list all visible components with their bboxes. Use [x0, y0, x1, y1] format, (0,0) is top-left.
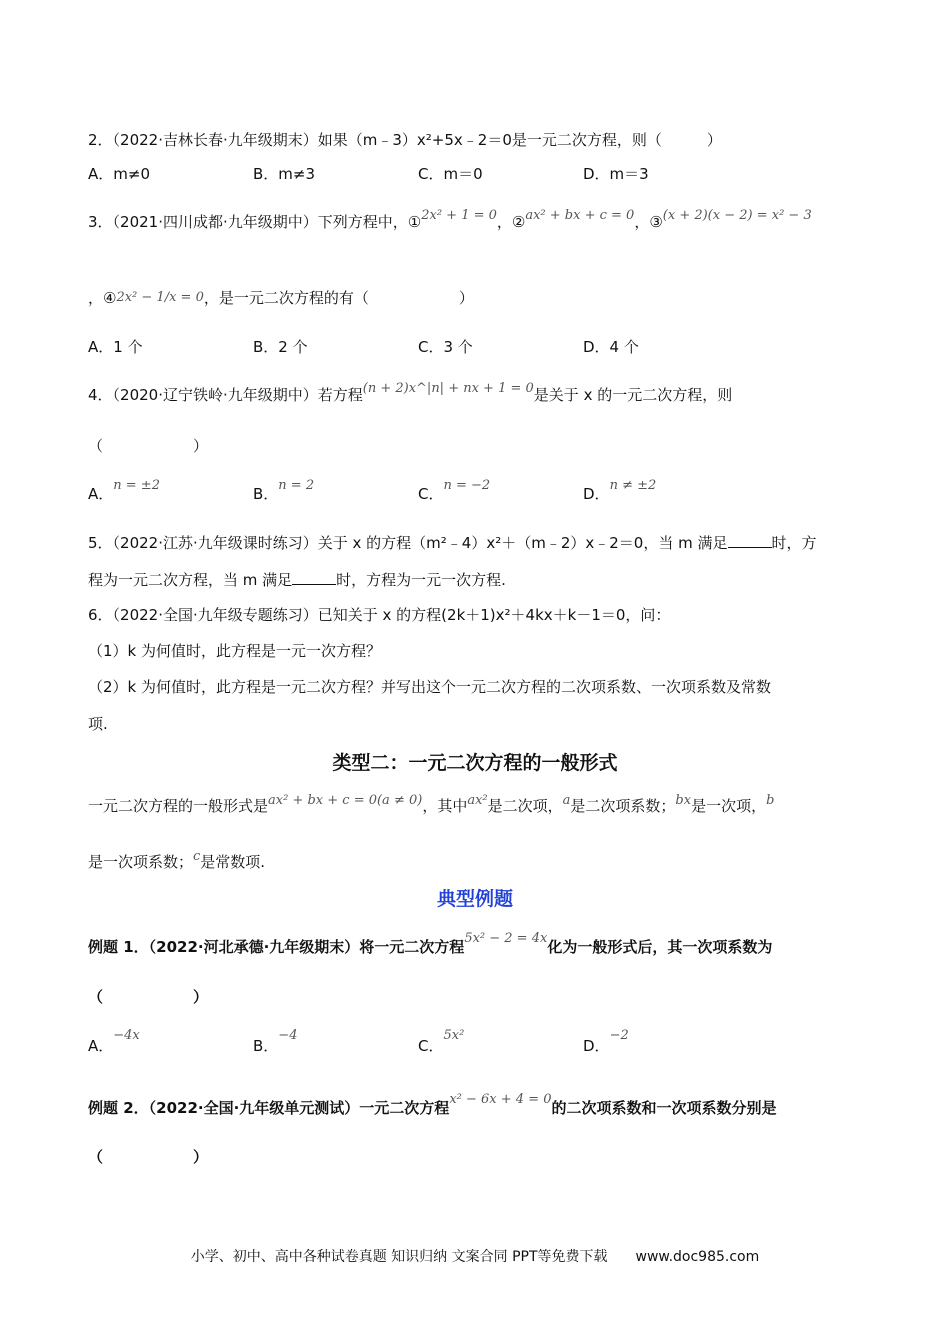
- ex1-option-b-letter: B．: [253, 1037, 279, 1055]
- ex1-option-a: [88, 1028, 140, 1058]
- q4-option-c-letter: C．: [418, 485, 444, 503]
- q5-line2-prefix: 程为一元二次方程，当 m 满足: [88, 571, 293, 589]
- ex1-option-c-letter: C．: [418, 1037, 444, 1055]
- s2-l2-a: 是一次项系数；: [88, 853, 194, 871]
- q4-num: 4．: [88, 386, 113, 404]
- examples-title: 典型例题: [436, 888, 513, 910]
- question-3-line2: [88, 288, 474, 310]
- q4-paren: （ ）: [88, 437, 209, 455]
- q2-option-b: B．m≠3: [253, 165, 316, 183]
- q4-option-b-formula: n = 2: [278, 478, 315, 493]
- q3-line2-suffix: ，是一元二次方程的有（ ）: [203, 289, 474, 307]
- q3-sep3: ，③: [634, 213, 663, 231]
- footer-text: 小学、初中、高中各种试卷真题 知识归纳 文案合同 PPT等免费下载: [190, 1249, 608, 1265]
- example-1: [88, 931, 773, 959]
- q5-blank-1[interactable]: [728, 533, 772, 548]
- ex2-eq: x² − 6x + 4 = 0: [449, 1092, 552, 1107]
- ex1-option-b-formula: −4: [278, 1028, 298, 1043]
- q2-option-a: A．m≠0: [88, 165, 150, 183]
- s2-l1-e: 是一次项，: [691, 797, 767, 815]
- q2-option-c: C．m＝0: [418, 165, 483, 183]
- ex1-option-a-formula: −4x: [113, 1028, 140, 1043]
- q4-option-c-formula: n = −2: [443, 478, 491, 493]
- q4-option-c: [418, 478, 491, 506]
- ex1-prefix: 例题 1．（2022·河北承德·九年级期末）将一元二次方程: [88, 938, 465, 956]
- ex1-eq: 5x² − 2 = 4x: [464, 931, 548, 946]
- q5-line1-mid: 时，方: [771, 534, 817, 552]
- s2-l1-d: 是二次项系数；: [570, 797, 676, 815]
- q3-eq1: 2x² + 1 = 0: [421, 208, 497, 223]
- q6-sub2: （2）k 为何值时，此方程是一元二次方程？并写出这个一元二次方程的二次项系数、一次项系数及常数: [88, 678, 772, 696]
- question-3: [88, 208, 812, 234]
- question-4: [88, 381, 733, 407]
- ex1-option-d: [583, 1028, 629, 1058]
- q3-option-d: D．4 个: [583, 338, 639, 356]
- q3-option-b: B．2 个: [253, 338, 308, 356]
- ex1-option-c-formula: 5x²: [443, 1028, 465, 1043]
- ex2-paren: （ ）: [88, 1148, 209, 1166]
- q2-stem: （2022·吉林长春·九年级期末）如果（m﹣3）x²+5x﹣2＝0是一元二次方程，则（ ）: [112, 131, 722, 149]
- s2-l1-f3: a: [562, 793, 571, 808]
- q4-option-a-letter: A．: [88, 485, 114, 503]
- s2-l1-f5: b: [766, 793, 775, 808]
- q6-sub1: （1）k 为何值时，此方程是一元一次方程？: [88, 642, 381, 660]
- q4-option-b-letter: B．: [253, 485, 279, 503]
- question-5-line2: [88, 570, 506, 590]
- ex1-option-c: [418, 1028, 465, 1058]
- q3-num: 3．: [88, 213, 113, 231]
- s2-l1-a: 一元二次方程的一般形式是: [88, 797, 269, 815]
- s2-l1-f4: bx: [675, 793, 692, 808]
- question-6: 6．（2022·全国·九年级专题练习）已知关于 x 的方程(2k＋1)x²＋4kx＋k－1＝0，问：: [88, 606, 671, 624]
- q4-option-d-letter: D．: [583, 485, 610, 503]
- footer: [0, 1246, 950, 1266]
- q3-option-a: A．1 个: [88, 338, 143, 356]
- s2-l1-f1: ax² + bx + c = 0(a ≠ 0): [268, 793, 423, 808]
- q4-option-a-formula: n = ±2: [113, 478, 160, 493]
- section-2-line2: [88, 849, 266, 874]
- example-2: [88, 1092, 777, 1120]
- ex2-prefix: 例题 2．（2022·全国·九年级单元测试）一元二次方程: [88, 1099, 450, 1117]
- q5-blank-2[interactable]: [292, 570, 336, 585]
- s2-l2-b: 是常数项.: [200, 853, 266, 871]
- q5-line2-suffix: 时，方程为一元一次方程.: [336, 571, 506, 589]
- q4-option-b: [253, 478, 315, 506]
- q3-option-c: C．3 个: [418, 338, 473, 356]
- s2-l2-f1: c: [193, 849, 201, 864]
- q4-option-a: [88, 478, 160, 506]
- question-2: [88, 130, 722, 150]
- s2-l1-c: 是二次项，: [487, 797, 563, 815]
- ex1-option-d-letter: D．: [583, 1037, 610, 1055]
- ex1-paren: （ ）: [88, 988, 209, 1006]
- q3-line2-prefix: ，④: [88, 289, 117, 307]
- q3-eq4: 2x² − 1/x = 0: [116, 290, 204, 305]
- ex1-option-d-formula: −2: [609, 1028, 629, 1043]
- q4-option-d-formula: n ≠ ±2: [609, 478, 657, 493]
- q4-eq: (n + 2)x^|n| + nx + 1 = 0: [362, 381, 534, 396]
- q4-stem-prefix: （2020·辽宁铁岭·九年级期中）若方程: [112, 386, 363, 404]
- s2-l1-f2: ax²: [467, 793, 488, 808]
- q2-num: 2．: [88, 131, 113, 149]
- q2-option-d: D．m＝3: [583, 165, 649, 183]
- ex1-option-b: [253, 1028, 298, 1058]
- ex2-suffix: 的二次项系数和一次项系数分别是: [551, 1099, 777, 1117]
- ex1-suffix: 化为一般形式后，其一次项系数为: [547, 938, 773, 956]
- q3-stem-prefix: （2021·四川成都·九年级期中）下列方程中，①: [112, 213, 422, 231]
- s2-l1-b: ，其中: [422, 797, 468, 815]
- footer-url[interactable]: www.doc985.com: [635, 1249, 760, 1265]
- q4-option-d: [583, 478, 657, 506]
- section-2-title: 类型二：一元二次方程的一般形式: [332, 752, 618, 774]
- q3-eq2: ax² + bx + c = 0: [525, 208, 635, 223]
- q3-eq3: (x + 2)(x − 2) = x² − 3: [662, 208, 812, 223]
- q3-sep2: ，②: [496, 213, 526, 231]
- ex1-option-a-letter: A．: [88, 1037, 114, 1055]
- question-5: [88, 533, 817, 553]
- q6-sub2-cont: 项.: [88, 715, 108, 733]
- section-2-line1: [88, 793, 775, 818]
- q5-line1: 5．（2022·江苏·九年级课时练习）关于 x 的方程（m²﹣4）x²＋（m﹣2）x﹣2＝0，当 m 满足: [88, 534, 728, 552]
- q4-stem-suffix: 是关于 x 的一元二次方程，则: [533, 386, 733, 404]
